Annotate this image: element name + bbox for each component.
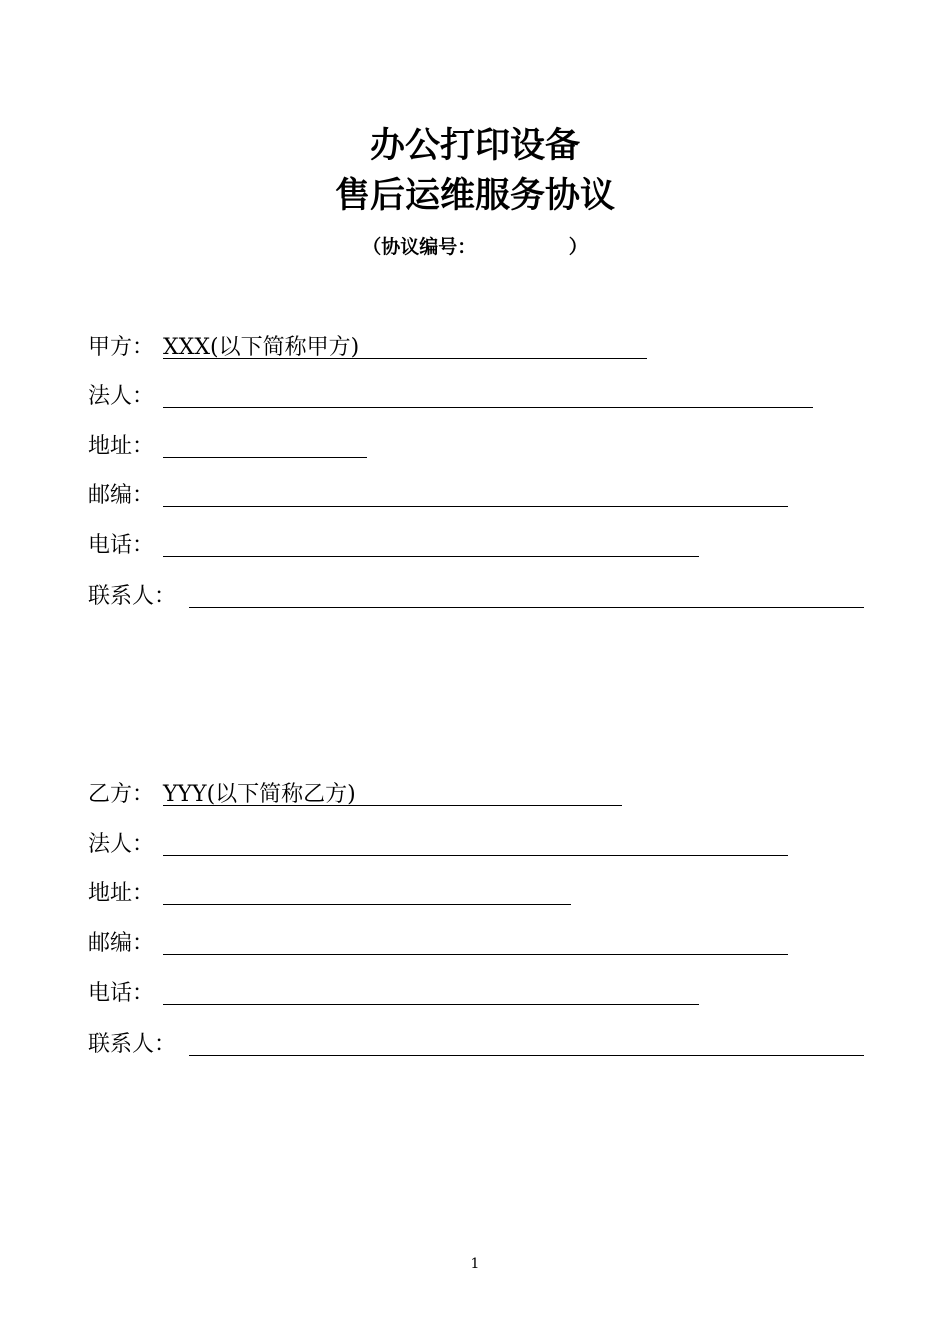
party-b-postcode-label: 邮编： xyxy=(88,931,155,956)
party-b-row xyxy=(88,780,356,810)
page-number: 1 xyxy=(470,1256,480,1272)
party-b-name-underline xyxy=(163,805,622,806)
party-b-label: 乙方： xyxy=(88,782,155,807)
agreement-number: （协议编号： ） xyxy=(362,236,588,258)
party-b-legal-person-label: 法人： xyxy=(88,832,155,857)
party-b-address-row xyxy=(88,879,154,909)
party-b-name: YYY(以下简称乙方) xyxy=(163,782,356,807)
party-a-phone-label: 电话： xyxy=(88,533,155,558)
party-a-legal-person-row xyxy=(88,382,154,412)
party-a-phone-field[interactable] xyxy=(163,556,699,557)
party-b-phone-row xyxy=(88,979,154,1009)
party-b-contact-field[interactable] xyxy=(189,1055,864,1056)
party-b-address-field[interactable] xyxy=(163,904,571,905)
party-b-postcode-field[interactable] xyxy=(163,954,788,955)
party-a-row xyxy=(88,333,360,363)
party-a-postcode-row xyxy=(88,481,154,511)
document-title-line1: 办公打印设备 xyxy=(369,126,580,166)
party-a-label: 甲方： xyxy=(88,335,155,360)
party-b-postcode-row xyxy=(88,929,154,959)
party-a-postcode-field[interactable] xyxy=(163,506,788,507)
document-title-line2: 售后运维服务协议 xyxy=(334,176,615,216)
party-b-phone-field[interactable] xyxy=(163,1004,699,1005)
party-b-contact-row xyxy=(88,1030,176,1060)
party-a-postcode-label: 邮编： xyxy=(88,483,155,508)
party-a-contact-field[interactable] xyxy=(189,607,864,608)
party-a-contact-row xyxy=(88,582,176,612)
party-a-phone-row xyxy=(88,531,154,561)
party-a-legal-person-field[interactable] xyxy=(163,407,813,408)
party-b-phone-label: 电话： xyxy=(88,981,155,1006)
party-b-legal-person-field[interactable] xyxy=(163,855,788,856)
party-a-contact-label: 联系人： xyxy=(88,584,177,609)
party-a-name: XXX(以下简称甲方) xyxy=(163,335,360,360)
party-a-address-field[interactable] xyxy=(163,457,367,458)
party-b-legal-person-row xyxy=(88,830,154,860)
party-a-name-underline xyxy=(163,358,647,359)
party-b-contact-label: 联系人： xyxy=(88,1032,177,1057)
party-a-address-row xyxy=(88,432,154,462)
party-a-address-label: 地址： xyxy=(88,434,155,459)
party-a-legal-person-label: 法人： xyxy=(88,384,155,409)
party-b-address-label: 地址： xyxy=(88,881,155,906)
